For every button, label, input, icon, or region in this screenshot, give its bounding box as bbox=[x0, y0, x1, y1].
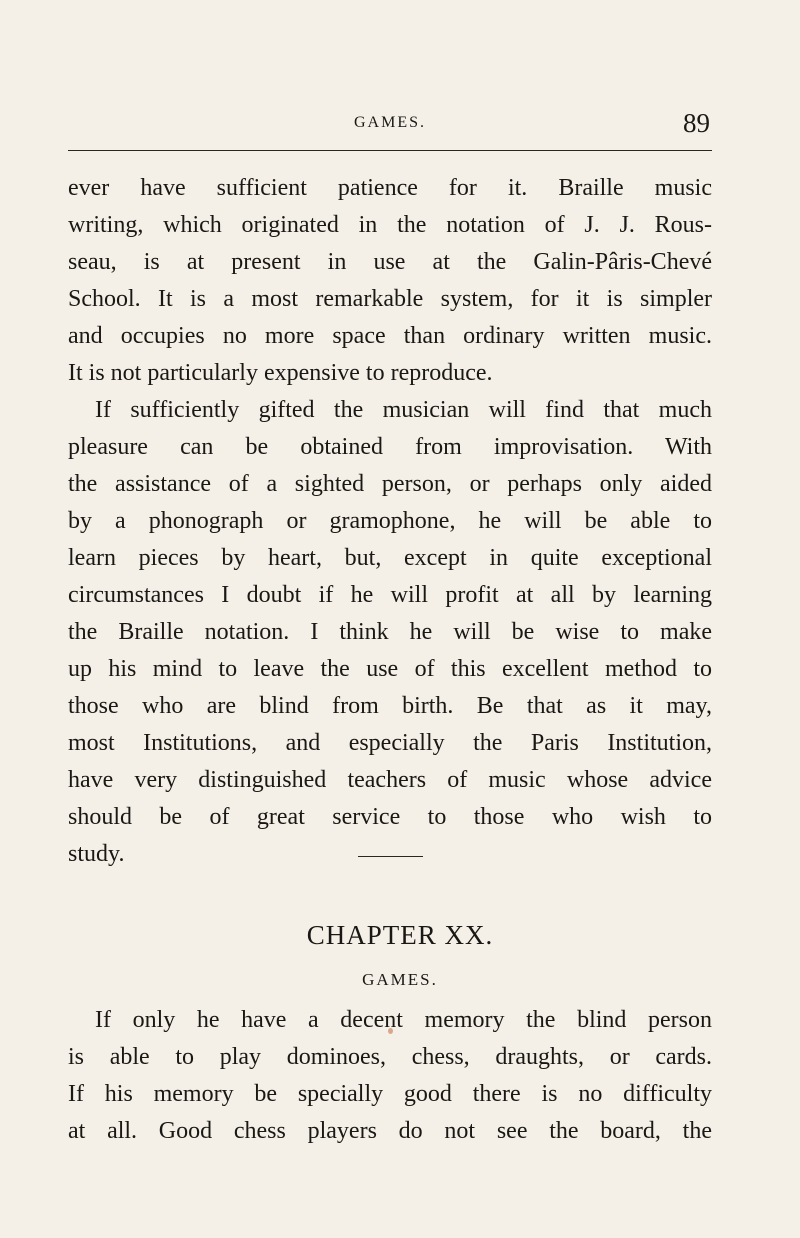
text-line: writing, which originated in the notation of J. J. Rous- bbox=[68, 212, 712, 238]
text-line: by a phonograph or gramophone, he will be able to bbox=[68, 508, 712, 534]
text-line: pleasure can be obtained from improvisation. With bbox=[68, 434, 712, 460]
text-line: If sufficiently gifted the musician will find that much bbox=[95, 397, 712, 423]
running-title: GAMES. bbox=[353, 114, 426, 131]
text-line: have very distinguished teachers of music whose advice bbox=[68, 767, 712, 793]
text-line: ever have sufficient patience for it. Braille music bbox=[68, 175, 712, 201]
text-line: up his mind to leave the use of this excellent method to bbox=[68, 656, 712, 682]
text-line: seau, is at present in use at the Galin-Pâris-Chevé bbox=[68, 249, 712, 275]
running-head bbox=[68, 108, 712, 148]
text-line: and occupies no more space than ordinary written music. bbox=[68, 323, 712, 349]
text-line: should be of great service to those who wish to bbox=[68, 804, 712, 830]
section-divider bbox=[358, 856, 423, 857]
text-line: the assistance of a sighted person, or perhaps only aided bbox=[68, 471, 712, 497]
text-line: most Institutions, and especially the Paris Institution, bbox=[68, 730, 712, 756]
text-line: at all. Good chess players do not see the board, the bbox=[68, 1118, 712, 1144]
text-line: study. bbox=[68, 841, 125, 867]
text-line: is able to play dominoes, chess, draughts, or cards. bbox=[68, 1044, 712, 1070]
text-line: If his memory be specially good there is no difficulty bbox=[68, 1081, 712, 1107]
text-line: It is not particularly expensive to reproduce. bbox=[68, 360, 493, 386]
body-text-bottom bbox=[68, 1002, 712, 1150]
chapter-heading: CHAPTER XX. bbox=[306, 920, 494, 950]
body-text-top bbox=[68, 170, 712, 873]
text-line: If only he have a decent memory the blind person bbox=[95, 1007, 712, 1033]
page-number: 89 bbox=[683, 108, 710, 138]
text-line: those who are blind from birth. Be that as it may, bbox=[68, 693, 712, 719]
chapter-subheading: GAMES. bbox=[362, 970, 438, 989]
text-line: learn pieces by heart, but, except in quite exceptional bbox=[68, 545, 712, 571]
text-line: circumstances I doubt if he will profit at all by learning bbox=[68, 582, 712, 608]
text-line: the Braille notation. I think he will be wise to make bbox=[68, 619, 712, 645]
header-rule bbox=[68, 150, 712, 151]
text-line: School. It is a most remarkable system, for it is simpler bbox=[68, 286, 712, 312]
